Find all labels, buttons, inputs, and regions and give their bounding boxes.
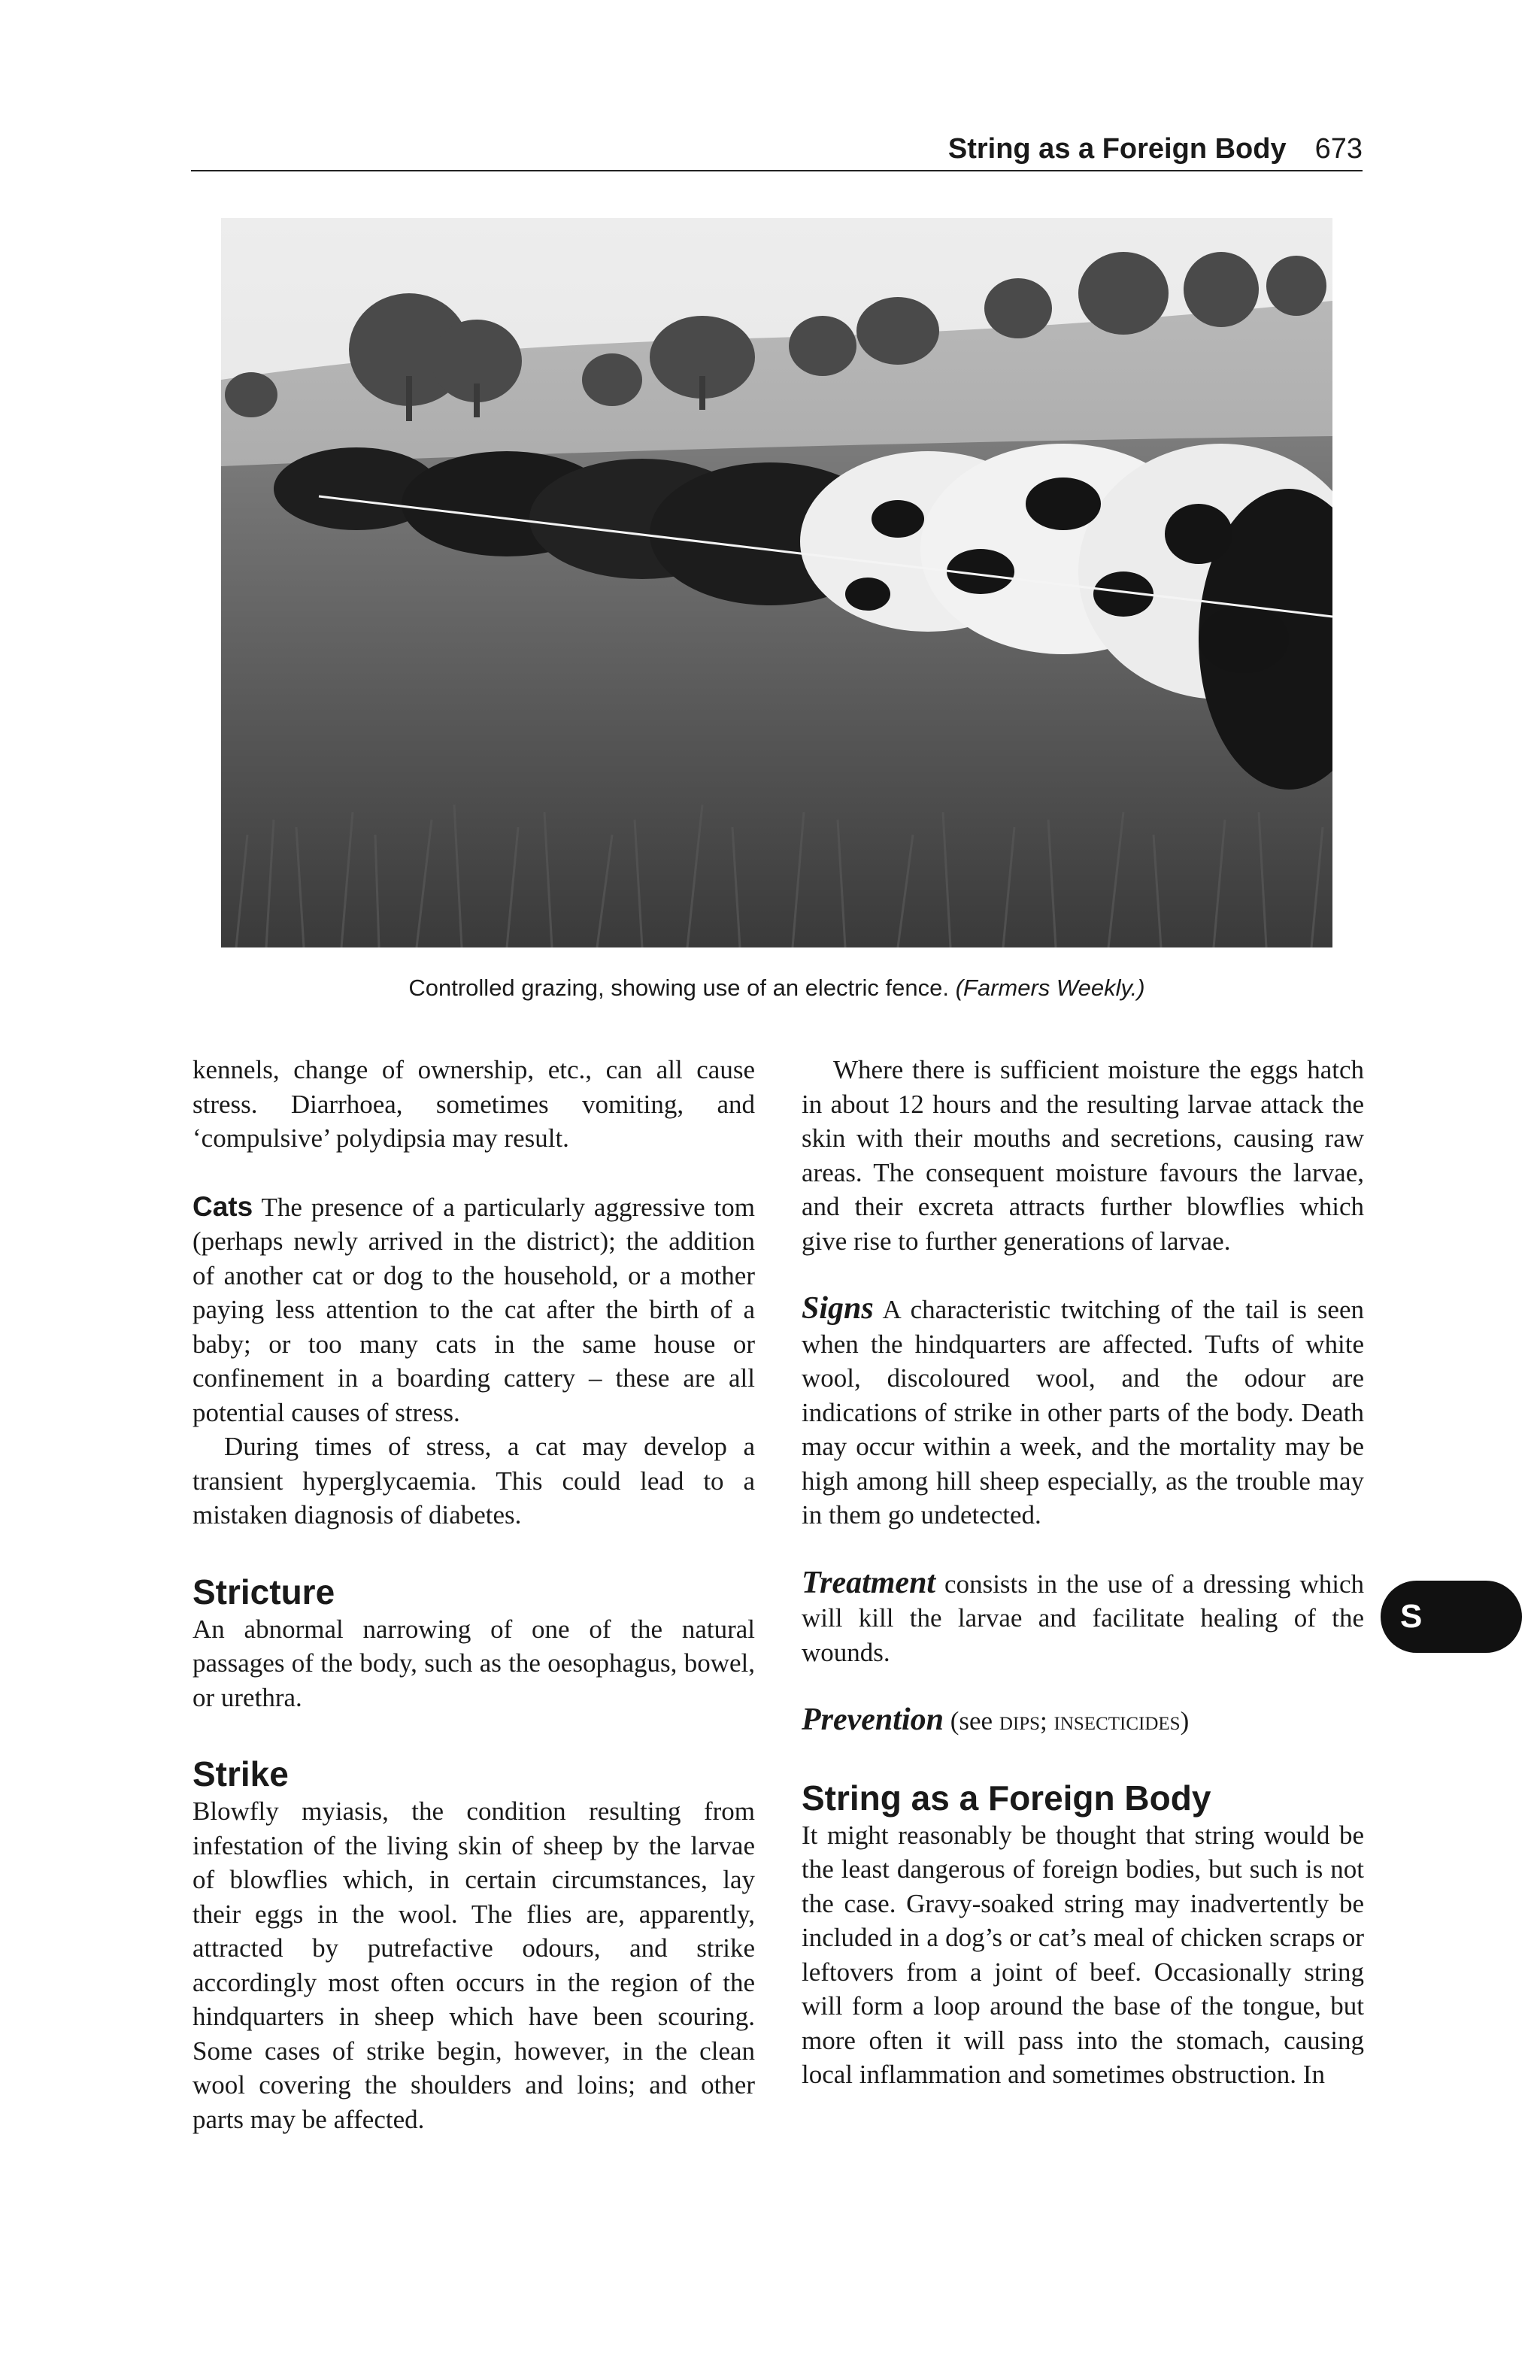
figure-caption: [191, 975, 1363, 1002]
left-paragraph-1: kennels, change of ownership, etc., can all cause stress. Diarrhoea, sometimes vomiting, and ‘compulsive’ polydipsia may result.: [192, 1055, 755, 1153]
strike-text: Blowfly myiasis, the condition resulting from infestation of the living skin of sheep by the larvae of blowflies which, in certain circumstances, lay their eggs in the wool. The flies are, apparently, attracted by putrefactive odours, and strike accordingly most often occurs in the region of the hindquarters in sheep which have been scouring. Some cases of strike begin, however, in the clean wool covering the shoulders and loins; and other parts may be affected.: [192, 1796, 755, 2134]
grazing-photo: [221, 218, 1332, 947]
page-number: 673: [1314, 133, 1363, 165]
prevention-sep: ;: [1040, 1706, 1054, 1736]
section-thumb-tab: [1381, 1581, 1522, 1653]
string-text: It might reasonably be thought that string would be the least dangerous of foreign bodies, but such is not the case. Gravy-soaked string may inadvertently be included in a dog’s or cat’s meal of chicken scraps or leftovers from a joint of beef. Occasionally string will form a loop around the base of the tongue, but more often it will pass into the stomach, causing local inflammation and sometimes obstruction. In: [802, 1820, 1364, 2089]
prevention-run-in-head: Prevention: [802, 1702, 944, 1737]
treatment-run-in-head: Treatment: [802, 1565, 936, 1600]
strike-heading: Strike: [192, 1754, 289, 1793]
thumb-tab-letter: S: [1400, 1598, 1423, 1635]
running-head: [191, 126, 1363, 171]
left-column: [192, 1053, 755, 2136]
signs-text: A characteristic twitching of the tail is seen when the hindquarters are affected. Tufts of white wool, discoloured wool, and the odour are indications of strike in other parts of the body. Death may occur within a week, and the mortality may be high among hill sheep especially, as the trouble may in them go undetected.: [802, 1295, 1364, 1530]
treatment-paragraph: [802, 1566, 1364, 1670]
signs-run-in-head: Signs: [802, 1291, 874, 1326]
caption-text: Controlled grazing, showing use of an electric fence.: [408, 975, 949, 1001]
cross-ref-insecticides[interactable]: insecticides: [1053, 1706, 1181, 1736]
right-paragraph-1: Where there is sufficient moisture the eggs hatch in about 12 hours and the resulting larvae attack the skin with their mouths and secretions, causing raw areas. The consequent moisture favours the larvae, and their excreta attracts further blowflies which give rise to further generations of larvae.: [802, 1055, 1364, 1256]
signs-paragraph: [802, 1292, 1364, 1533]
string-heading: String as a Foreign Body: [802, 1778, 1211, 1818]
prevention-paragraph: [802, 1703, 1364, 1739]
cats-text: The presence of a particularly aggressive tom (perhaps newly arrived in the district); the addition of another cat or dog to the household, or a mother paying less attention to the cat after the birth of a baby; or too many cats in the same house or confinement in a boarding cattery – these are all potential causes of stress.: [192, 1192, 755, 1427]
running-head-title: String as a Foreign Body: [947, 133, 1287, 165]
prevention-open: (see: [950, 1706, 999, 1736]
prevention-close: ): [1180, 1706, 1190, 1736]
right-column: [802, 1053, 1364, 2092]
grazing-photo-illustration: [221, 218, 1332, 947]
left-paragraph-3: During times of stress, a cat may develop a transient hyperglycaemia. This could lead to a mistaken diagnosis of diabetes.: [192, 1432, 755, 1530]
cats-run-in-head: Cats: [192, 1190, 253, 1222]
cats-paragraph: [192, 1190, 755, 1430]
stricture-text: An abnormal narrowing of one of the natural passages of the body, such as the oesophagus, bowel, or urethra.: [192, 1614, 755, 1712]
treatment-text: consists in the use of a dressing which will kill the larvae and facilitate healing of the wounds.: [802, 1569, 1364, 1667]
stricture-heading: Stricture: [192, 1572, 335, 1611]
caption-credit: (Farmers Weekly.): [955, 975, 1145, 1001]
cross-ref-dips[interactable]: dips: [999, 1706, 1041, 1736]
